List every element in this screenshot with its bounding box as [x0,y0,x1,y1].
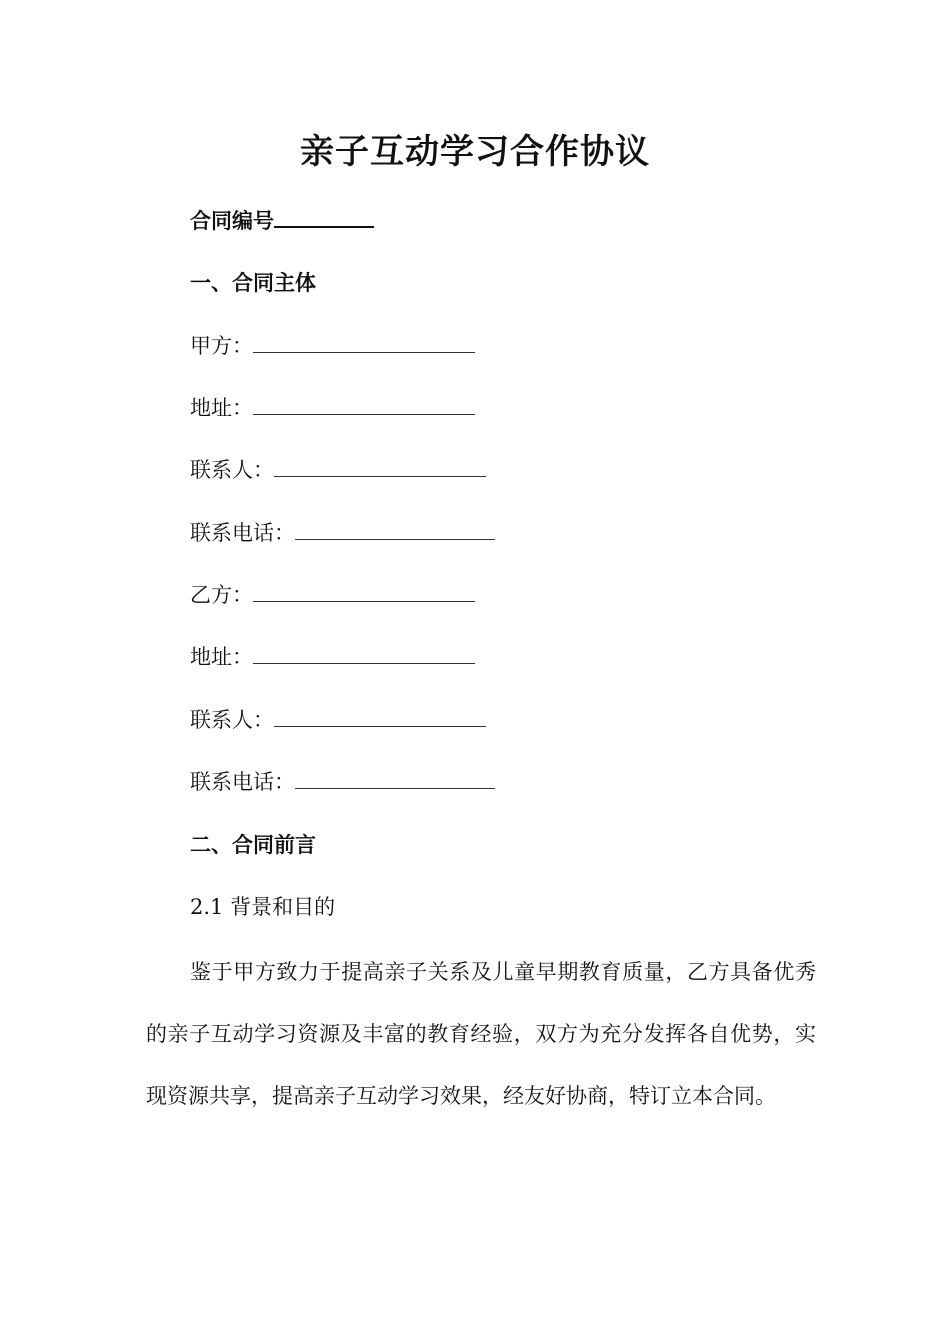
party-b-phone-blank[interactable] [295,770,495,789]
document-title: 亲子互动学习合作协议 [300,132,650,172]
contract-number-label: 合同编号 [190,209,274,233]
party-a-phone-label: 联系电话： [190,521,295,545]
party-a-phone-blank[interactable] [295,521,495,540]
party-b-blank[interactable] [253,583,475,602]
contract-number-row [190,206,374,236]
section-heading-preamble: 二、合同前言 [190,833,316,857]
party-a-address-row [190,393,475,423]
party-a-address-label: 地址： [190,396,253,420]
party-a-contact-row [190,455,486,485]
section-heading-parties: 一、合同主体 [190,271,316,295]
party-a-contact-blank[interactable] [274,458,486,477]
party-b-label: 乙方： [190,583,253,607]
party-b-address-label: 地址： [190,645,253,669]
party-b-phone-row [190,767,495,797]
background-paragraph: 鉴于甲方致力于提高亲子关系及儿童早期教育质量，乙方具备优秀的亲子互动学习资源及丰富的教育经验，双方为充分发挥各自优势，实现资源共享，提高亲子互动学习效果，经友好协商，特订立本合同。 [146,960,816,1108]
party-b-address-blank[interactable] [253,645,475,664]
party-b-address-row [190,642,475,672]
party-b-contact-row [190,705,486,735]
party-b-contact-label: 联系人： [190,708,274,732]
party-a-phone-row [190,518,495,548]
party-b-row [190,580,475,610]
party-a-address-blank[interactable] [253,396,475,415]
party-a-contact-label: 联系人： [190,458,274,482]
party-a-row [190,331,475,361]
party-b-contact-blank[interactable] [274,708,486,727]
party-a-blank[interactable] [253,334,475,353]
contract-number-blank[interactable] [274,208,374,228]
party-a-label: 甲方： [190,334,253,358]
subsection-heading-background: 2.1 背景和目的 [190,895,336,919]
party-b-phone-label: 联系电话： [190,770,295,794]
